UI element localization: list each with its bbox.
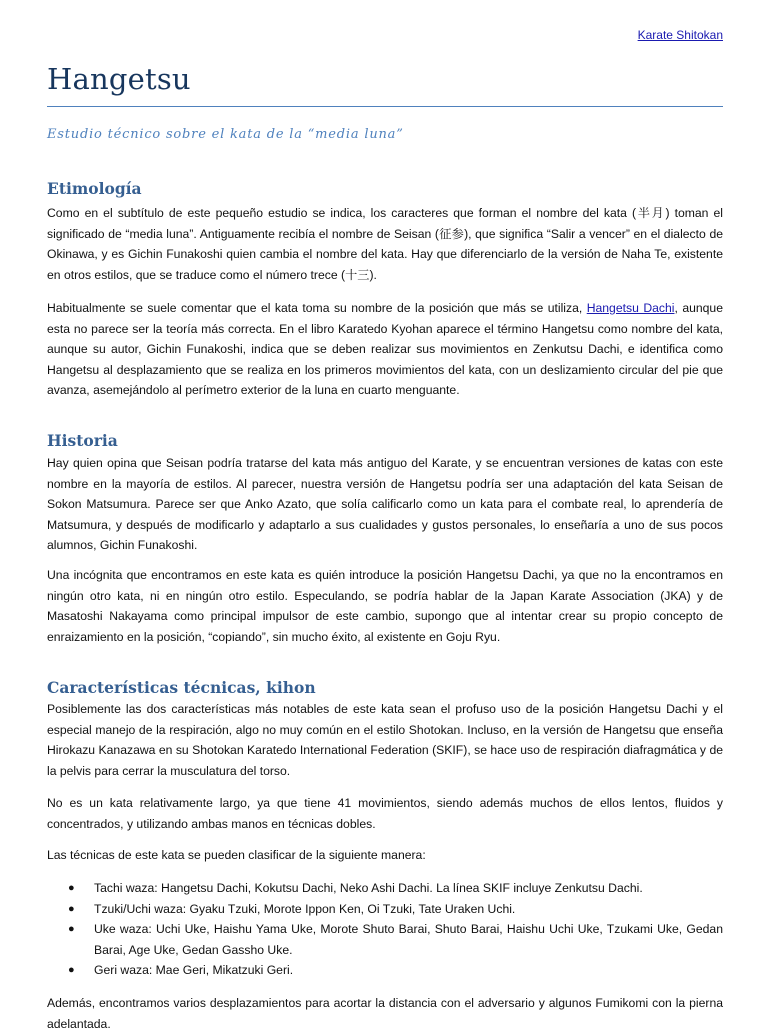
paragraph-etimologia-1: Como en el subtítulo de este pequeño estudio se indica, los caracteres que forman el nombre del kata (半月) toman el significado de “media luna”. Antiguamente recibía el nombre de Seisan (征参), que significa “Salir a vencer” en el dialecto de Okinawa, y es Gichin Funakoshi quien cambia el nombre del kata. Hay que diferenciarlo de la versión de Naha Te, existente en otros estilos, que se traduce como el número trece (十三).: [47, 206, 723, 282]
title-divider: [47, 106, 723, 107]
bullet-icon: ●: [68, 882, 75, 894]
heading-caracteristicas: Características técnicas, kihon: [47, 678, 316, 697]
paragraph-caracteristicas-4: Además, encontramos varios desplazamientos para acortar la distancia con el adversario y algunos Fumikomi con la pierna adelantada.: [47, 996, 723, 1031]
bullet-icon: ●: [68, 902, 75, 915]
paragraph-caracteristicas-2: No es un kata relativamente largo, ya que tiene 41 movimientos, siendo además muchos de ellos lentos, fluidos y concentrados, y utilizando ambas manos en técnicas dobles.: [47, 796, 723, 831]
bullet-icon: ●: [68, 964, 75, 976]
link-hangetsu-dachi[interactable]: Hangetsu Dachi: [586, 301, 675, 315]
paragraph-etimologia-2: [47, 298, 723, 401]
paragraph-caracteristicas-1: Posiblemente las dos características más notables de este kata sean el profuso uso de la posición Hangetsu Dachi y el especial manejo de la respiración, algo no muy común en el estilo Shotokan. Incluso, en la versión de Hangetsu que enseña Hirokazu Kanazawa en su Shotokan Karatedo International Federation (SKIF), se hace uso de respiración diafragmática y de la pelvis para cerrar la musculatura del torso.: [47, 702, 723, 778]
document-title: Hangetsu: [47, 62, 191, 96]
list-item-text: Uke waza: Uchi Uke, Haishu Yama Uke, Morote Shuto Barai, Shuto Barai, Haishu Uchi Uke, Tzukami Uke, Gedan Barai, Age Uke, Gedan Gassho Uke.: [94, 922, 723, 957]
list-item: [47, 878, 723, 899]
heading-historia: Historia: [47, 431, 118, 450]
list-item: [47, 919, 723, 960]
list-item-text: Tachi waza: Hangetsu Dachi, Kokutsu Dachi, Neko Ashi Dachi. La línea SKIF incluye Zenkutsu Dachi.: [94, 881, 643, 895]
paragraph-etimologia-2-text-a: Habitualmente se suele comentar que el kata toma su nombre de la posición que más se utiliza,: [47, 301, 587, 315]
list-item: [47, 960, 723, 981]
technique-list: [47, 878, 723, 981]
paragraph-historia-1: Hay quien opina que Seisan podría tratarse del kata más antiguo del Karate, y se encuentran versiones de katas con este nombre en la mayoría de estilos. Al parecer, nuestra versión de Hangetsu podría ser una adaptación del kata Seisan de Sokon Matsumura. Parece ser que Anko Azato, que solía calificarlo como un kata para el combate real, lo aprendería de Matsumura, y después de modificarlo y adaptarlo a sus cualidades y gustos personales, lo enseñaría a uno de sus pocos alumnos, Gichin Funakoshi.: [47, 456, 723, 552]
bullet-icon: ●: [68, 923, 75, 935]
header-link-karate-shitokan[interactable]: Karate Shitokan: [637, 28, 723, 42]
document-subtitle: Estudio técnico sobre el kata de la “media luna”: [47, 127, 404, 142]
list-item-text: Geri waza: Mae Geri, Mikatzuki Geri.: [94, 963, 294, 977]
list-item-text: Tzuki/Uchi waza: Gyaku Tzuki, Morote Ippon Ken, Oi Tzuki, Tate Uraken Uchi.: [94, 901, 516, 916]
heading-etimologia: Etimología: [47, 179, 142, 198]
paragraph-etimologia-2-text-b: , aunque esta no parece ser la teoría más correcta. En el libro Karatedo Kyohan aparece el término Hangetsu como nombre del kata, aunque su autor, Gichin Funakoshi, indica que se deben realizar sus movimientos en Zenkutsu Dachi, e identifica como Hangetsu al desplazamiento que se realiza en los primeros movimientos del kata, con un deslizamiento circular del pie que avanza, asemejándolo al perímetro exterior de la luna en cuarto menguante.: [47, 301, 723, 397]
list-item: [47, 899, 723, 920]
paragraph-historia-2: Una incógnita que encontramos en este kata es quién introduce la posición Hangetsu Dachi, ya que no la encontramos en ningún otro kata, ni en ningún otro estilo. Especulando, se podría hablar de la Japan Karate Association (JKA) y de Masatoshi Nakayama como principal impulsor de este cambio, supongo que al intentar crear su propio concepto de enraizamiento en la posición, “copiando”, sin mucho éxito, al existente en Goju Ryu.: [47, 568, 723, 644]
paragraph-caracteristicas-3: Las técnicas de este kata se pueden clasificar de la siguiente manera:: [47, 848, 426, 862]
